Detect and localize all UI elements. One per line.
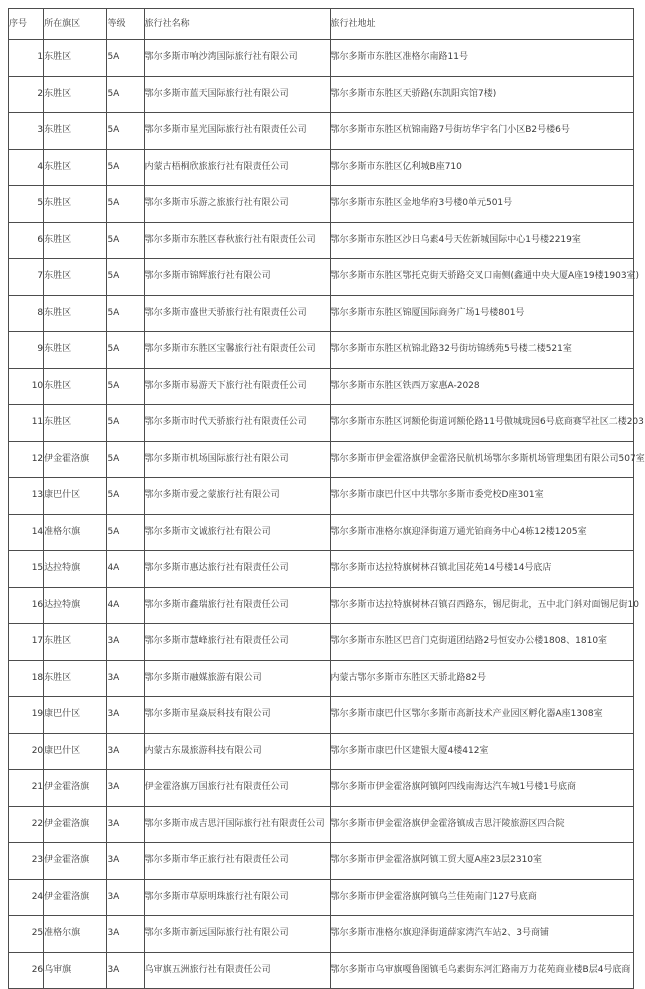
agency-name-cell: 鄂尔多斯市机场国际旅行社有限公司 <box>144 441 330 478</box>
agency-name-cell: 内蒙古东晟旅游科技有限公司 <box>144 733 330 770</box>
agency-name-cell: 鄂尔多斯市东胜区宝馨旅行社有限责任公司 <box>144 332 330 369</box>
table-row <box>9 186 634 223</box>
grade-cell: 5A <box>107 405 144 442</box>
serial-number-cell: 8 <box>9 295 44 332</box>
grade-cell: 3A <box>107 952 144 989</box>
district-cell: 伊金霍洛旗 <box>44 843 107 880</box>
agency-address-cell: 鄂尔多斯市伊金霍洛旗伊金霍洛镇成吉思汗陵旅游区四合院 <box>330 806 633 843</box>
district-cell: 东胜区 <box>44 405 107 442</box>
grade-cell: 4A <box>107 587 144 624</box>
table-row <box>9 879 634 916</box>
agency-address-cell: 鄂尔多斯市东胜区诃额伦街道诃额伦路11号傲城珑园6号底商赛罕社区二楼203 <box>330 405 633 442</box>
agency-name-cell: 鄂尔多斯市文诚旅行社有限公司 <box>144 514 330 551</box>
district-cell: 康巴什区 <box>44 697 107 734</box>
agency-address-cell: 鄂尔多斯市伊金霍洛旗阿镇工贸大厦A座23层2310室 <box>330 843 633 880</box>
agency-name-cell: 鄂尔多斯市成吉思汗国际旅行社有限责任公司 <box>144 806 330 843</box>
agency-name-cell: 鄂尔多斯市星光国际旅行社有限责任公司 <box>144 113 330 150</box>
serial-number-cell: 6 <box>9 222 44 259</box>
serial-number-cell: 2 <box>9 76 44 113</box>
agency-address-cell: 鄂尔多斯市准格尔旗迎泽街道万通光铂商务中心4栋12楼1205室 <box>330 514 633 551</box>
district-cell: 伊金霍洛旗 <box>44 441 107 478</box>
table-row <box>9 478 634 515</box>
serial-number-cell: 24 <box>9 879 44 916</box>
agency-name-cell: 鄂尔多斯市融媒旅游有限公司 <box>144 660 330 697</box>
agency-address-cell: 鄂尔多斯市伊金霍洛旗阿镇阿四线南海达汽车城1号楼1号底商 <box>330 770 633 807</box>
district-cell: 东胜区 <box>44 259 107 296</box>
table-row <box>9 259 634 296</box>
district-cell: 东胜区 <box>44 624 107 661</box>
agency-name-cell: 鄂尔多斯市蓝天国际旅行社有限公司 <box>144 76 330 113</box>
grade-cell: 5A <box>107 514 144 551</box>
table-row <box>9 40 634 77</box>
agency-address-cell: 鄂尔多斯市康巴什区建银大厦4楼412室 <box>330 733 633 770</box>
district-cell: 东胜区 <box>44 368 107 405</box>
grade-cell: 5A <box>107 149 144 186</box>
grade-cell: 5A <box>107 478 144 515</box>
agency-address-cell: 鄂尔多斯市东胜区巴音门克街道团结路2号恒安办公楼1808、1810室 <box>330 624 633 661</box>
agency-address-cell: 鄂尔多斯市伊金霍洛旗伊金霍洛民航机场鄂尔多斯机场管理集团有限公司507室 <box>330 441 633 478</box>
district-cell: 东胜区 <box>44 222 107 259</box>
agency-name-cell: 鄂尔多斯市爱之蒙旅行社有限公司 <box>144 478 330 515</box>
table-row <box>9 770 634 807</box>
table-row <box>9 806 634 843</box>
travel-agency-table <box>8 8 645 989</box>
table-row <box>9 660 634 697</box>
district-cell: 东胜区 <box>44 76 107 113</box>
serial-number-cell: 22 <box>9 806 44 843</box>
table-row <box>9 843 634 880</box>
agency-address-cell: 鄂尔多斯市达拉特旗树林召镇北国花苑14号楼14号底店 <box>330 551 633 588</box>
district-cell: 达拉特旗 <box>44 551 107 588</box>
grade-cell: 3A <box>107 733 144 770</box>
agency-name-cell: 鄂尔多斯市东胜区春秋旅行社有限责任公司 <box>144 222 330 259</box>
agency-address-cell: 鄂尔多斯市准格尔旗迎泽街道薛家湾汽车站2、3号商铺 <box>330 916 633 953</box>
agency-address-cell: 鄂尔多斯市东胜区杭锦北路32号街坊锦绣苑5号楼二楼521室 <box>330 332 633 369</box>
agency-address-cell: 鄂尔多斯市东胜区天骄路(东凯阳宾馆7楼) <box>330 76 633 113</box>
district-cell: 东胜区 <box>44 40 107 77</box>
grade-cell: 5A <box>107 40 144 77</box>
header-agency-name: 旅行社名称 <box>144 9 330 40</box>
agency-name-cell: 鄂尔多斯市慧峰旅行社有限责任公司 <box>144 624 330 661</box>
header-grade: 等级 <box>107 9 144 40</box>
table-row <box>9 149 634 186</box>
agency-address-cell: 鄂尔多斯市东胜区亿利城B座710 <box>330 149 633 186</box>
agency-name-cell: 鄂尔多斯市新远国际旅行社有限公司 <box>144 916 330 953</box>
grade-cell: 3A <box>107 806 144 843</box>
district-cell: 准格尔旗 <box>44 916 107 953</box>
agency-address-cell: 鄂尔多斯市乌审旗嘎鲁图镇毛乌素街东河汇路南万力花苑商业楼B层4号底商 <box>330 952 633 989</box>
grade-cell: 5A <box>107 76 144 113</box>
agency-name-cell: 鄂尔多斯市易游天下旅行社有限责任公司 <box>144 368 330 405</box>
agency-name-cell: 鄂尔多斯市鑫瑞旅行社有限责任公司 <box>144 587 330 624</box>
agency-name-cell: 鄂尔多斯市响沙湾国际旅行社有限公司 <box>144 40 330 77</box>
agency-name-cell: 鄂尔多斯市乐游之旅旅行社有限公司 <box>144 186 330 223</box>
agency-address-cell: 鄂尔多斯市康巴什区中共鄂尔多斯市委党校D座301室 <box>330 478 633 515</box>
grade-cell: 3A <box>107 843 144 880</box>
serial-number-cell: 20 <box>9 733 44 770</box>
agency-address-cell: 鄂尔多斯市东胜区准格尔南路11号 <box>330 40 633 77</box>
district-cell: 东胜区 <box>44 295 107 332</box>
district-cell: 伊金霍洛旗 <box>44 879 107 916</box>
grade-cell: 5A <box>107 368 144 405</box>
district-cell: 东胜区 <box>44 332 107 369</box>
table-header <box>9 9 634 40</box>
serial-number-cell: 10 <box>9 368 44 405</box>
grade-cell: 5A <box>107 259 144 296</box>
district-cell: 乌审旗 <box>44 952 107 989</box>
agency-name-cell: 鄂尔多斯市华正旅行社有限责任公司 <box>144 843 330 880</box>
serial-number-cell: 16 <box>9 587 44 624</box>
table-row <box>9 697 634 734</box>
serial-number-cell: 21 <box>9 770 44 807</box>
table-row <box>9 368 634 405</box>
serial-number-cell: 12 <box>9 441 44 478</box>
grade-cell: 3A <box>107 660 144 697</box>
table-row <box>9 222 634 259</box>
serial-number-cell: 19 <box>9 697 44 734</box>
agency-address-cell: 鄂尔多斯市东胜区杭锦南路7号街坊华宇名门小区B2号楼6号 <box>330 113 633 150</box>
district-cell: 东胜区 <box>44 660 107 697</box>
agency-address-cell: 鄂尔多斯市东胜区铁西万家惠A-2028 <box>330 368 633 405</box>
grade-cell: 3A <box>107 916 144 953</box>
table-row <box>9 514 634 551</box>
agency-address-cell: 鄂尔多斯市达拉特旗树林召镇召西路东，锡尼街北，五中北门斜对面锡尼街10 <box>330 587 633 624</box>
serial-number-cell: 17 <box>9 624 44 661</box>
agency-address-cell: 鄂尔多斯市伊金霍洛旗阿镇乌兰佳苑南门127号底商 <box>330 879 633 916</box>
grade-cell: 5A <box>107 441 144 478</box>
grade-cell: 5A <box>107 186 144 223</box>
grade-cell: 5A <box>107 295 144 332</box>
serial-number-cell: 13 <box>9 478 44 515</box>
serial-number-cell: 1 <box>9 40 44 77</box>
grade-cell: 5A <box>107 332 144 369</box>
district-cell: 康巴什区 <box>44 478 107 515</box>
agency-name-cell: 鄂尔多斯市惠达旅行社有限责任公司 <box>144 551 330 588</box>
table-row <box>9 587 634 624</box>
grade-cell: 3A <box>107 697 144 734</box>
district-cell: 东胜区 <box>44 149 107 186</box>
table-row <box>9 332 634 369</box>
table-row <box>9 76 634 113</box>
agency-address-cell: 鄂尔多斯市东胜区锦厦国际商务广场1号楼801号 <box>330 295 633 332</box>
table-row <box>9 733 634 770</box>
district-cell: 东胜区 <box>44 113 107 150</box>
agency-name-cell: 鄂尔多斯市星焱辰科技有限公司 <box>144 697 330 734</box>
district-cell: 达拉特旗 <box>44 587 107 624</box>
serial-number-cell: 26 <box>9 952 44 989</box>
table-row <box>9 405 634 442</box>
agency-address-cell: 鄂尔多斯市康巴什区鄂尔多斯市高新技术产业园区孵化器A座1308室 <box>330 697 633 734</box>
serial-number-cell: 9 <box>9 332 44 369</box>
header-agency-address: 旅行社地址 <box>330 9 633 40</box>
table-row <box>9 624 634 661</box>
serial-number-cell: 7 <box>9 259 44 296</box>
grade-cell: 3A <box>107 770 144 807</box>
agency-name-cell: 鄂尔多斯市盛世天骄旅行社有限责任公司 <box>144 295 330 332</box>
agency-address-cell: 内蒙古鄂尔多斯市东胜区天骄北路82号 <box>330 660 633 697</box>
district-cell: 伊金霍洛旗 <box>44 770 107 807</box>
grade-cell: 5A <box>107 222 144 259</box>
table-row <box>9 113 634 150</box>
agency-name-cell: 伊金霍洛旗万国旅行社有限责任公司 <box>144 770 330 807</box>
header-district: 所在旗区 <box>44 9 107 40</box>
agency-name-cell: 鄂尔多斯市锦辉旅行社有限公司 <box>144 259 330 296</box>
serial-number-cell: 23 <box>9 843 44 880</box>
serial-number-cell: 14 <box>9 514 44 551</box>
agency-name-cell: 乌审旗五洲旅行社有限责任公司 <box>144 952 330 989</box>
grade-cell: 3A <box>107 624 144 661</box>
header-serial-number: 序号 <box>9 9 44 40</box>
serial-number-cell: 5 <box>9 186 44 223</box>
table-row <box>9 551 634 588</box>
district-cell: 东胜区 <box>44 186 107 223</box>
table-header-row <box>9 9 634 40</box>
table-row <box>9 441 634 478</box>
agency-address-cell: 鄂尔多斯市东胜区金地华府3号楼0单元501号 <box>330 186 633 223</box>
district-cell: 康巴什区 <box>44 733 107 770</box>
serial-number-cell: 11 <box>9 405 44 442</box>
table-body <box>9 40 645 989</box>
district-cell: 伊金霍洛旗 <box>44 806 107 843</box>
serial-number-cell: 3 <box>9 113 44 150</box>
table-row <box>9 952 634 989</box>
table-row <box>9 295 634 332</box>
agency-address-cell: 鄂尔多斯市东胜区鄂托克街天骄路交叉口南侧(鑫通中央大厦A座19楼1903室) <box>330 259 633 296</box>
grade-cell: 5A <box>107 113 144 150</box>
agency-name-cell: 鄂尔多斯市草原明珠旅行社有限公司 <box>144 879 330 916</box>
grade-cell: 4A <box>107 551 144 588</box>
serial-number-cell: 4 <box>9 149 44 186</box>
table-row <box>9 916 634 953</box>
agency-name-cell: 鄂尔多斯市时代天骄旅行社有限责任公司 <box>144 405 330 442</box>
district-cell: 准格尔旗 <box>44 514 107 551</box>
serial-number-cell: 18 <box>9 660 44 697</box>
serial-number-cell: 25 <box>9 916 44 953</box>
grade-cell: 3A <box>107 879 144 916</box>
serial-number-cell: 15 <box>9 551 44 588</box>
agency-name-cell: 内蒙古梧桐欣旅旅行社有限责任公司 <box>144 149 330 186</box>
agency-address-cell: 鄂尔多斯市东胜区沙日乌素4号天佐新城国际中心1号楼2219室 <box>330 222 633 259</box>
